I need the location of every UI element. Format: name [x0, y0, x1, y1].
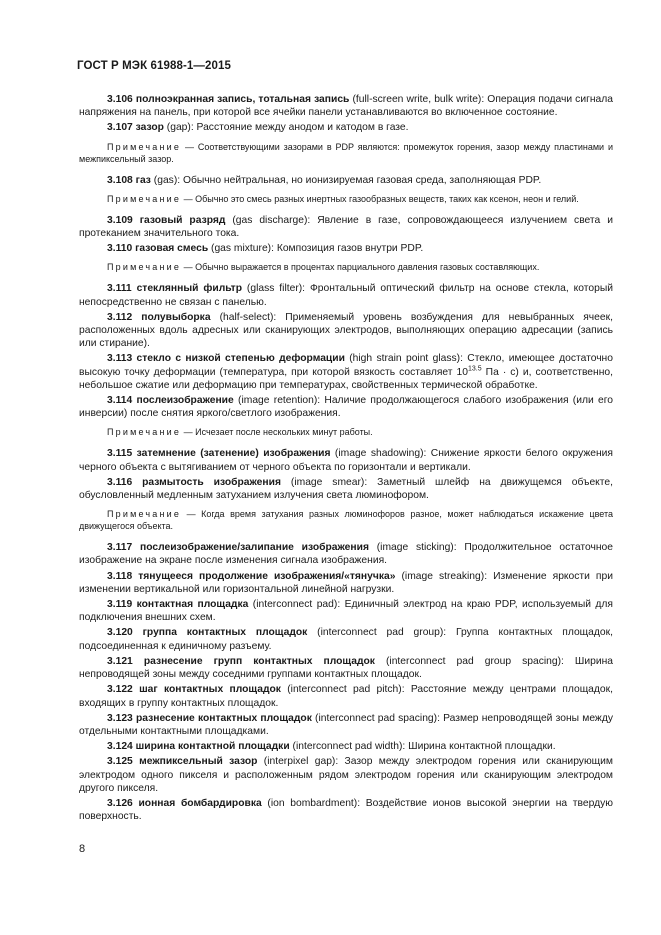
note-label: Примечание	[107, 509, 182, 520]
definition-entry	[79, 476, 613, 502]
definition-entry	[79, 740, 613, 753]
entry-term: контактная площадка	[136, 599, 249, 611]
entry-definition: (image shadowing): Снижение яркости белого окружения черного объекта с вытягиванием от черного объекта по горизонтали и вертикали.	[79, 448, 613, 473]
entry-number: 3.106	[107, 94, 133, 105]
entry-term: размытость изображения	[142, 476, 281, 488]
definition-entry	[79, 282, 613, 308]
note	[79, 141, 613, 165]
definition-entry	[79, 121, 613, 134]
entry-term: газовая смесь	[135, 243, 209, 255]
entry-number: 3.109	[107, 214, 133, 226]
entry-number: 3.126	[107, 797, 133, 809]
definition-entry	[79, 626, 613, 652]
entry-term: разнесение групп контактных площадок	[143, 655, 375, 667]
exponent: 13.5	[468, 365, 482, 373]
entry-number: 3.113	[107, 353, 133, 365]
definition-entry	[79, 214, 613, 240]
entry-number: 3.120	[107, 627, 133, 639]
page-number: 8	[79, 843, 86, 855]
document-header: ГОСТ Р МЭК 61988-1—2015	[77, 60, 231, 72]
entry-term: шаг контактных площадок	[139, 684, 281, 696]
definition-entry	[79, 352, 613, 392]
entry-term: зазор	[135, 122, 164, 134]
definition-entry	[79, 655, 613, 681]
entry-number: 3.122	[107, 684, 133, 696]
entry-term: полувыборка	[141, 311, 211, 323]
definition-entry	[79, 755, 613, 795]
definition-entry	[79, 394, 613, 420]
entry-number: 3.125	[107, 756, 133, 768]
entry-definition: (image smear): Заметный шлейф на движущемся объекте, обусловленный медленным затуханием излучения света люминофором.	[79, 476, 613, 502]
entry-definition: (full-screen write, bulk write): Операция подачи сигнала напряжения на панель, при которой все ячейки панели устанавливаются во включенное состояние.	[79, 94, 613, 119]
entry-definition: (glass filter): Фронтальный оптический фильтр на основе стекла, который непосредственно не связан с панелью.	[79, 283, 613, 308]
note-label: Примечание	[107, 141, 182, 152]
entry-term: межпиксельный зазор	[139, 756, 258, 768]
note	[79, 193, 613, 205]
entry-term: разнесение контактных площадок	[135, 712, 312, 724]
entry-definition: (high strain point glass): Стекло, имеющее достаточно высокую точку деформации (температура, при которой вязкость составляет 10	[79, 353, 613, 378]
entry-definition: (interconnect pad group spacing): Ширина непроводящей зоны между соседними группами контактных площадок.	[79, 655, 613, 681]
entry-definition: (interpixel gap): Зазор между электродом горения или сканирующим электродом одного пикселя и расположенным рядом электродом горения или сканирующим электродом другого пикселя.	[79, 756, 613, 794]
note-text: — Когда время затухания разных люминофоров разное, может наблюдаться искажение цвета движущегося объекта.	[79, 509, 613, 532]
entry-definition: (gap): Расстояние между анодом и катодом в газе.	[163, 122, 409, 134]
entry-term: ширина контактной площадки	[135, 741, 290, 753]
entry-term: газ	[135, 174, 151, 186]
entry-term: полноэкранная запись, тотальная запись	[135, 94, 350, 105]
definition-entry	[79, 683, 613, 709]
entry-definition: (interconnect pad group): Группа контактных площадок, подсоединенная к единичному разъему.	[79, 627, 613, 652]
entry-definition: (interconnect pad spacing): Размер непроводящей зоны между отдельными контактными площадками.	[79, 712, 613, 737]
entry-definition: (interconnect pad width): Ширина контактной площадки.	[289, 741, 556, 753]
entry-definition: (ion bombardment): Воздействие ионов высокой энергии на твердую поверхность.	[79, 797, 613, 823]
entry-term: группа контактных площадок	[142, 627, 308, 639]
note-label: Примечание	[107, 262, 182, 273]
entry-term: ионная бомбардировка	[138, 797, 262, 809]
entry-number: 3.110	[107, 243, 133, 255]
entry-number: 3.119	[107, 599, 133, 611]
entry-number: 3.121	[107, 655, 133, 667]
definition-entry	[79, 598, 613, 624]
document-body	[79, 93, 613, 825]
entry-definition: (image streaking): Изменение яркости при изменении вертикальной или горизонтальной линейной нагрузки.	[79, 570, 613, 595]
note-text: — Обычно выражается в процентах парциального давления газовых составляющих.	[181, 262, 540, 273]
note-label: Примечание	[107, 193, 182, 204]
definition-entry	[79, 541, 613, 567]
entry-number: 3.112	[107, 311, 133, 323]
entry-definition: (gas mixture): Композиция газов внутри PDP.	[208, 243, 424, 255]
note-label: Примечание	[107, 427, 182, 438]
entry-definition: (half-select): Применяемый уровень возбуждения для невыбранных ячеек, расположенных вдоль адресных или сканирующих электродов, выполняющих операцию адресации (запись или стирание).	[79, 311, 613, 350]
definition-entry	[79, 242, 613, 255]
entry-term: стеклянный фильтр	[136, 283, 242, 295]
note	[79, 508, 613, 532]
entry-number: 3.124	[107, 741, 133, 753]
entry-number: 3.107	[107, 122, 133, 134]
entry-term: послеизображение/залипание изображения	[139, 542, 369, 554]
definition-entry	[79, 797, 613, 823]
definition-entry	[79, 311, 613, 351]
entry-number: 3.111	[107, 283, 132, 295]
definition-entry	[79, 93, 613, 119]
entry-number: 3.117	[107, 542, 133, 554]
entry-number: 3.108	[107, 174, 133, 186]
definition-entry	[79, 570, 613, 596]
entry-term: послеизображение	[136, 395, 234, 407]
definition-entry	[79, 174, 613, 187]
note	[79, 426, 613, 438]
entry-number: 3.118	[107, 570, 133, 582]
entry-term: затемнение (затенение) изображения	[136, 448, 331, 460]
definition-entry	[79, 447, 613, 473]
entry-definition: (image sticking): Продолжительное остаточное изображение на экране после изменения сигнала изображения.	[79, 542, 613, 567]
note-text: — Соответствующими зазорами в PDP являются: промежуток горения, зазор между пластинами и межпиксельный зазор.	[79, 141, 613, 164]
entry-number: 3.114	[107, 395, 133, 407]
note-text: — Исчезает после нескольких минут работы.	[181, 427, 373, 438]
entry-term: тянущееся продолжение изображения/«тянучка»	[138, 570, 396, 582]
entry-number: 3.116	[107, 476, 133, 488]
entry-definition: (gas): Обычно нейтральная, но ионизируемая газовая среда, заполняющая PDP.	[150, 174, 542, 186]
definition-entry	[79, 712, 613, 738]
note	[79, 261, 613, 273]
entry-term: газовый разряд	[139, 214, 226, 226]
entry-definition-cont: Па · с) и, соответственно, небольшое сжатие или деформацию при температурах, свойственных термической обработке.	[79, 366, 613, 391]
entry-definition: (interconnect pad): Единичный электрод на краю PDP, используемый для подключения внешних схем.	[79, 599, 613, 624]
entry-number: 3.123	[107, 712, 133, 724]
entry-definition: (interconnect pad pitch): Расстояние между центрами площадок, входящих в группу контактных площадок.	[79, 684, 613, 709]
entry-number: 3.115	[107, 448, 133, 460]
note-text: — Обычно это смесь разных инертных газообразных веществ, таких как ксенон, неон и гелий.	[181, 193, 579, 204]
entry-term: стекло с низкой степенью деформации	[136, 353, 345, 365]
entry-definition: (image retention): Наличие продолжающегося слабого изображения (или его инверсии) после снятия яркого/светлого изображения.	[79, 395, 613, 420]
entry-definition: (gas discharge): Явление в газе, сопровождающееся излучением света и протеканием значительного тока.	[79, 214, 613, 240]
